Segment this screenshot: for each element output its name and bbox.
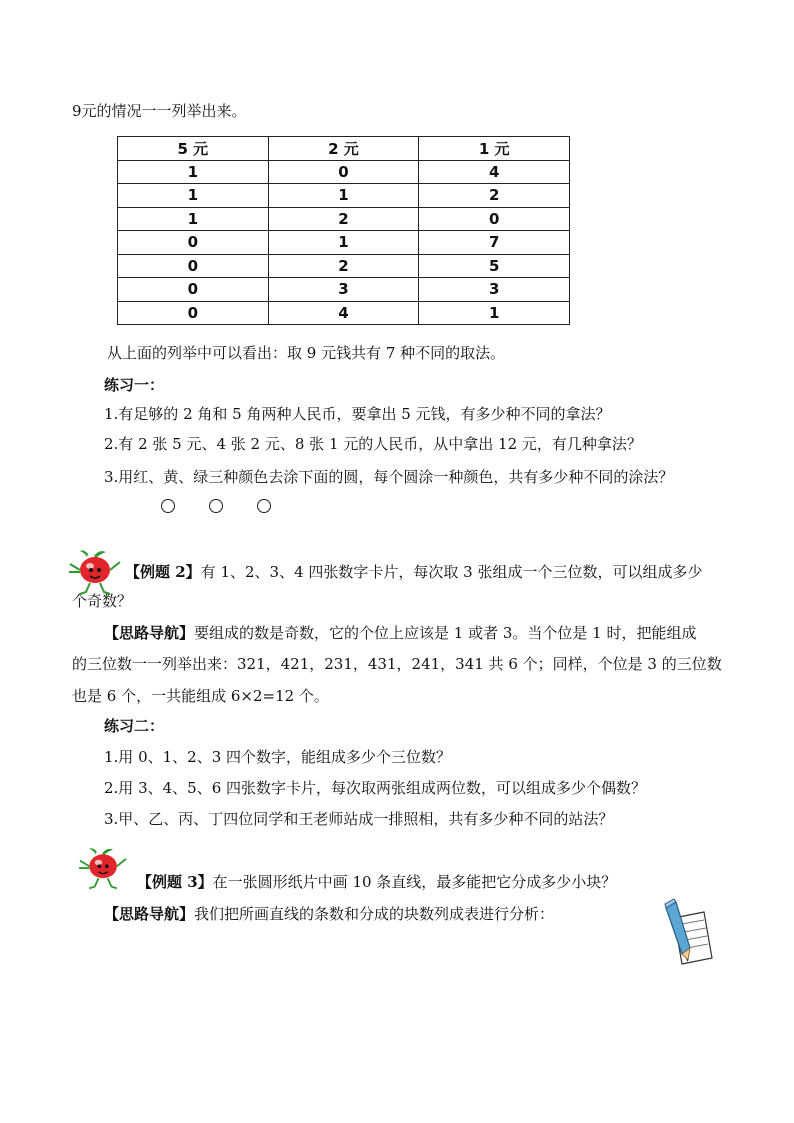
table-cell: 0 — [118, 301, 269, 325]
circle-shape — [209, 499, 223, 513]
table-cell: 3 — [419, 278, 570, 302]
table-header-cell: 2 元 — [268, 137, 419, 161]
exercise1-item: 1.有足够的 2 角和 5 角两种人民币，要拿出 5 元钱，有多少种不同的拿法？ — [104, 405, 611, 423]
example3-guide-text: 我们把所画直线的条数和分成的块数列成表进行分析： — [194, 905, 555, 923]
example3-text: 在一张圆形纸片中画 10 条直线，最多能把它分成多少小块？ — [212, 873, 617, 891]
example2-guide1 — [104, 623, 697, 643]
conclusion-text: 从上面的列举中可以看出：取 9 元钱共有 7 种不同的取法。 — [107, 344, 506, 362]
exercise2-item: 3.甲、乙、丙、丁四位同学和王老师站成一排照相，共有多少种不同的站法？ — [104, 810, 614, 828]
example2-guide-tag: 【思路导航】 — [104, 624, 195, 642]
table-row — [118, 184, 570, 208]
table-row — [118, 207, 570, 231]
example2-guide3: 也是 6 个，一共能组成 6×2=12 个。 — [72, 687, 329, 705]
table-row — [118, 231, 570, 255]
table-cell: 1 — [268, 231, 419, 255]
table-cell: 7 — [419, 231, 570, 255]
table-cell: 1 — [118, 184, 269, 208]
table-row — [118, 278, 570, 302]
table-row — [118, 301, 570, 325]
example2-tag: 【例题 2】 — [125, 563, 201, 581]
table-header-cell: 1 元 — [419, 137, 570, 161]
table-cell: 1 — [268, 184, 419, 208]
table-cell: 4 — [419, 160, 570, 184]
table-header-row — [118, 137, 570, 161]
example2-line1 — [125, 562, 702, 582]
intro-text: 9元的情况一一列举出来。 — [72, 102, 247, 120]
exercise1-item: 2.有 2 张 5 元、4 张 2 元、8 张 1 元的人民币，从中拿出 12 元，有几种拿法？ — [104, 435, 642, 453]
table-header-cell: 5 元 — [118, 137, 269, 161]
example3-line — [137, 872, 616, 892]
table-cell: 1 — [419, 301, 570, 325]
table-row — [118, 254, 570, 278]
table-cell: 1 — [118, 160, 269, 184]
table-cell: 2 — [419, 184, 570, 208]
money-table — [117, 136, 570, 325]
example3-tag: 【例题 3】 — [137, 873, 213, 891]
exercise1-item: 3.用红、黄、绿三种颜色去涂下面的圆，每个圆涂一种颜色，共有多少种不同的涂法？ — [104, 468, 674, 486]
circle-shape — [257, 499, 271, 513]
pencil-paper-icon — [660, 898, 716, 970]
table-cell: 0 — [118, 254, 269, 278]
apple-mascot-icon — [72, 846, 136, 892]
example2-guide2: 的三位数一一列举出来：321，421，231，431，241，341 共 6 个；同样，个位是 3 的三位数 — [72, 655, 722, 673]
example2-text: 有 1、2、3、4 四张数字卡片，每次取 3 张组成一个三位数，可以组成多少 — [200, 563, 703, 581]
table-cell: 2 — [268, 207, 419, 231]
example3-guide-tag: 【思路导航】 — [104, 905, 195, 923]
table-cell: 4 — [268, 301, 419, 325]
example2-guide-text: 要组成的数是奇数，它的个位上应该是 1 或者 3。当个位是 1 时，把能组成 — [194, 624, 697, 642]
table-cell: 5 — [419, 254, 570, 278]
example2-line2: 个奇数？ — [72, 592, 133, 610]
table-cell: 1 — [118, 207, 269, 231]
exercise1-title: 练习一： — [104, 376, 165, 394]
exercise2-title: 练习二： — [104, 717, 165, 735]
exercise2-item: 1.用 0、1、2、3 四个数字，能组成多少个三位数？ — [104, 748, 452, 766]
table-cell: 0 — [118, 278, 269, 302]
table-row — [118, 160, 570, 184]
table-cell: 0 — [268, 160, 419, 184]
table-cell: 3 — [268, 278, 419, 302]
table-cell: 2 — [268, 254, 419, 278]
circle-shape — [161, 499, 175, 513]
table-cell: 0 — [419, 207, 570, 231]
example3-guide — [104, 904, 554, 924]
exercise2-item: 2.用 3、4、5、6 四张数字卡片，每次取两张组成两位数，可以组成多少个偶数？ — [104, 779, 647, 797]
table-cell: 0 — [118, 231, 269, 255]
